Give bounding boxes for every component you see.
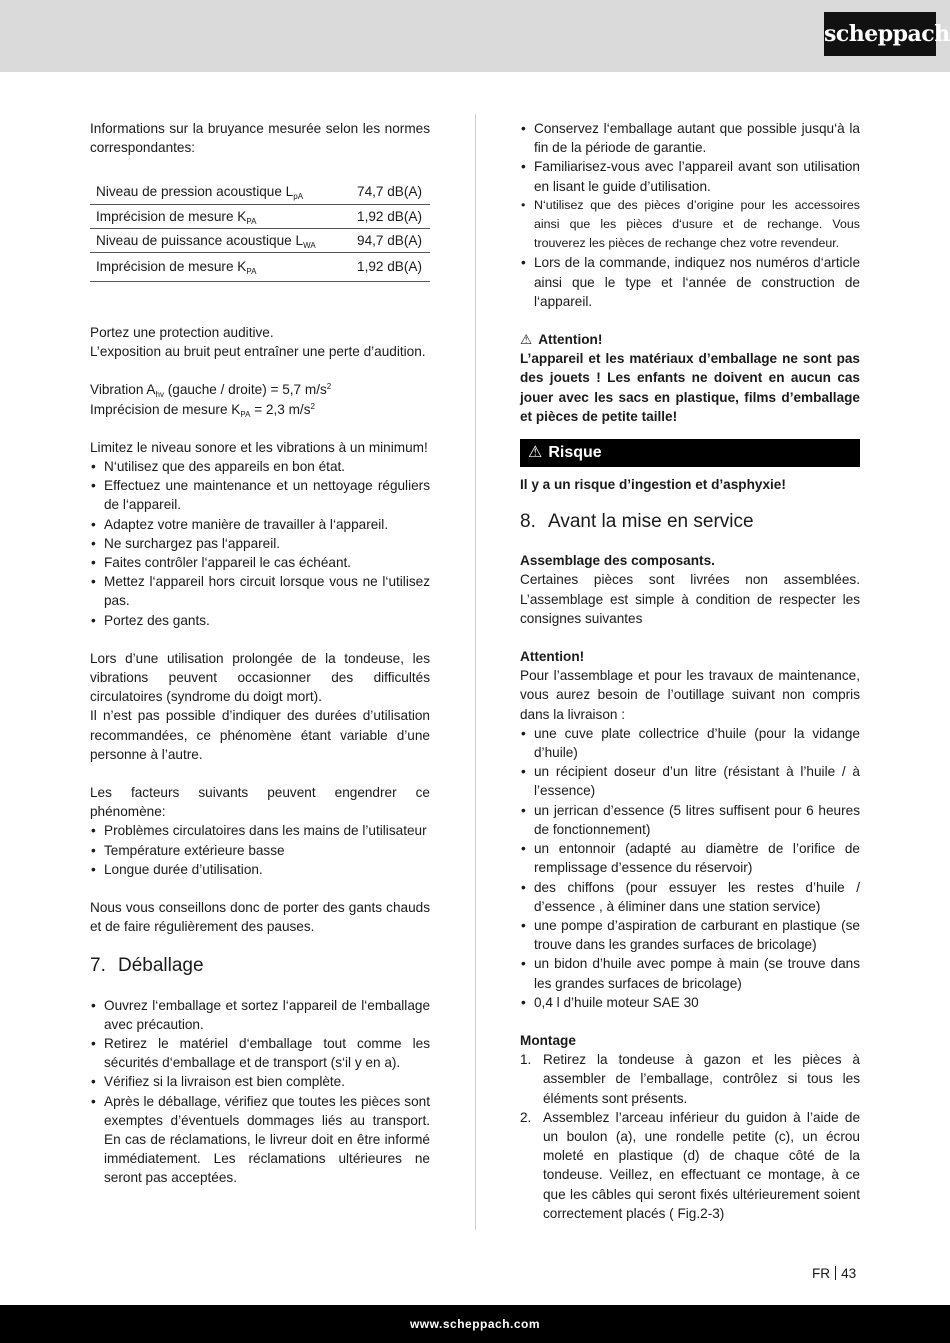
list-item: • Vérifiez si la livraison est bien complète. xyxy=(90,1072,430,1091)
noise-label: Niveau de puissance acoustique $L_{WA}$ xyxy=(90,228,334,252)
list-item: • Température extérieure basse xyxy=(90,841,430,860)
risk-text: Il y a un risque d’ingestion et d’asphyxie! xyxy=(520,477,786,493)
limit-intro: Limitez le niveau sonore et les vibrations à un minimum! xyxy=(90,439,428,455)
list-item: • une cuve plate collectrice d’huile (pour la vidange d’huile) xyxy=(520,724,860,762)
vibration-value: Vibration $A_{hv}$ (gauche / droite) = 5,7 $m/s^2$ xyxy=(90,382,332,400)
left-column xyxy=(90,119,430,1188)
hearing-loss-text: L’exposition au bruit peut entraîner une perte d’audition. xyxy=(90,344,426,360)
list-item: • Problèmes circulatoires dans les mains de l’utilisateur xyxy=(90,821,430,840)
language-code: FR xyxy=(812,1266,831,1281)
vibration-uncertainty: Imprécision de mesure $K_{PA} = 2,3$ $m/s^2$ xyxy=(90,401,315,419)
section-7-heading: 7. Déballage xyxy=(90,954,204,976)
table-row xyxy=(90,204,430,228)
parts-list xyxy=(520,196,860,254)
list-item: • Effectuez une maintenance et un nettoyage réguliers de l‘appareil. xyxy=(90,476,430,514)
assembly-text: Certaines pièces sont livrées non assemblées. L’assemblage est simple à condition de respecter les consignes suivantes xyxy=(520,572,860,626)
noise-intro: Informations sur la bruyance mesurée selon les normes correspondantes: xyxy=(90,121,430,156)
noise-table xyxy=(90,180,430,282)
noise-value: 94,7 dB(A) xyxy=(334,228,430,252)
list-item: • un jerrican d’essence (5 litres suffisent pour 6 heures de fonctionnement) xyxy=(520,801,860,839)
page-index: 43 xyxy=(841,1266,857,1281)
factors-list xyxy=(90,821,430,879)
list-item: • 0,4 l d’huile moteur SAE 30 xyxy=(520,993,860,1012)
section-8-heading: 8. Avant la mise en service xyxy=(520,511,754,533)
list-item: • Longue durée d’utilisation. xyxy=(90,860,430,879)
unpack-list xyxy=(90,996,430,1188)
assembly-heading: Assemblage des composants. xyxy=(520,553,715,569)
packaging-list xyxy=(520,119,860,196)
montage-heading: Montage xyxy=(520,1032,576,1048)
list-item: • Lors de la commande, indiquez nos numéros d‘article ainsi que le type et l‘année de construction de l‘appareil. xyxy=(520,253,860,311)
attention-text: L’appareil et les matériaux d’emballage ne sont pas des jouets ! Les enfants ne doivent en aucun cas jouer avec les sacs en plastique, films d’emballage et pièces de petite taille! xyxy=(520,351,860,424)
montage-steps xyxy=(520,1050,860,1223)
warning-icon: ⚠ xyxy=(520,332,533,348)
list-item: 2. Assemblez l’arceau inférieur du guidon à l’aide de un boulon (a), une rondelle petite (c), un écrou moleté en plastique (d) de chaque côté de la tondeuse. Veillez, en effectuant ce montage, à ce que les câbles qui seront fixés ultérieurement soient correctement placés ( Fig.2-3) xyxy=(520,1109,860,1221)
table-row xyxy=(90,228,430,252)
list-item: • un récipient doseur d’un litre (résistant à l’huile / à l’essence) xyxy=(520,762,860,800)
header-bar xyxy=(0,0,950,72)
footer-bar xyxy=(0,1305,950,1343)
tools-list xyxy=(520,724,860,1012)
list-item: • Faites contrôler l‘appareil le cas échéant. xyxy=(90,553,430,572)
table-row xyxy=(90,180,430,204)
right-column xyxy=(520,119,860,1223)
gloves-advice: Nous vous conseillons donc de porter des gants chauds et de faire régulièrement des pauses. xyxy=(90,900,430,935)
noise-label: Imprécision de mesure $K_{PA}$ xyxy=(90,253,334,282)
page-number xyxy=(812,1264,856,1283)
factors-intro: Les facteurs suivants peuvent engendrer ce phénomène: xyxy=(90,785,430,820)
list-item: • Après le déballage, vérifiez que toutes les pièces sont exemptes d’éventuels dommages liés au transport. En cas de réclamations, le livreur doit en être informé immédiatement. Les réclamations ultérieures ne seront pas acceptées. xyxy=(90,1092,430,1188)
list-item: • Conservez l‘emballage autant que possible jusqu‘à la fin de la période de garantie. xyxy=(520,119,860,157)
noise-label: Niveau de pression acoustique $L_{pA}$ xyxy=(90,180,334,204)
hearing-protection-text: Portez une protection auditive. xyxy=(90,325,274,341)
list-item: • N‘utilisez que des appareils en bon état. xyxy=(90,457,430,476)
list-item: • N‘utilisez que des pièces d’origine pour les accessoires ainsi que les pièces d‘usure et de rechange. Vous trouverez les pièces de rechange chez votre revendeur. xyxy=(520,196,860,254)
column-divider xyxy=(475,114,476,1230)
noise-value: 1,92 dB(A) xyxy=(334,253,430,282)
noise-value: 1,92 dB(A) xyxy=(334,204,430,228)
prolonged-use-text: Lors d’une utilisation prolongée de la tondeuse, les vibrations peuvent occasionner des difficultés circulatoires (syndrome du doigt mort). xyxy=(90,650,430,705)
list-item: • une pompe d’aspiration de carburant en plastique (se trouve dans les grandes surfaces de bricolage) xyxy=(520,916,860,954)
list-item: • Adaptez votre manière de travailler à l‘appareil. xyxy=(90,515,430,534)
duration-text: Il n’est pas possible d’indiquer des durées d’utilisation recommandées, ce phénomène étant variable d’une personne à l’autre. xyxy=(90,708,430,762)
list-item: • un entonnoir (adapté au diamètre de l’orifice de remplissage d’essence du réservoir) xyxy=(520,839,860,877)
list-item: • Portez des gants. xyxy=(90,611,430,630)
noise-value: 74,7 dB(A) xyxy=(334,180,430,204)
warning-icon: ⚠ xyxy=(528,444,543,462)
attention2-text: Pour l’assemblage et pour les travaux de maintenance, vous aurez besoin de l’outillage suivant non compris dans la livraison : xyxy=(520,668,860,722)
risk-banner: ⚠ Risque xyxy=(520,439,860,467)
list-item: • des chiffons (pour essuyer les restes d’huile / d’essence , à éliminer dans une station service) xyxy=(520,878,860,916)
list-item: • Familiarisez-vous avec l’appareil avant son utilisation en lisant le guide d’utilisation. xyxy=(520,157,860,195)
list-item: • Ne surchargez pas l‘appareil. xyxy=(90,534,430,553)
limit-list xyxy=(90,457,430,630)
order-list xyxy=(520,253,860,311)
list-item: • un bidon d’huile avec pompe à main (se trouve dans les grandes surfaces de bricolage) xyxy=(520,954,860,992)
brand-logo: scheppach xyxy=(824,12,936,56)
list-item: 1. Retirez la tondeuse à gazon et les pièces à assembler de l’emballage, contrôlez si tous les éléments sont présents. xyxy=(520,1052,860,1106)
noise-label: Imprécision de mesure $K_{PA}$ xyxy=(90,204,334,228)
table-row xyxy=(90,253,430,282)
list-item: • Mettez l‘appareil hors circuit lorsque vous ne l‘utilisez pas. xyxy=(90,572,430,610)
website-link[interactable]: www.scheppach.com xyxy=(409,1317,541,1331)
list-item: • Ouvrez l‘emballage et sortez l‘appareil de l‘emballage avec précaution. xyxy=(90,996,430,1034)
attention-heading: ⚠ Attention! xyxy=(520,330,860,349)
attention2-heading: Attention! xyxy=(520,649,585,665)
list-item: • Retirez le matériel d‘emballage tout comme les sécurités d‘emballage et de transport (s‘il y en a). xyxy=(90,1034,430,1072)
